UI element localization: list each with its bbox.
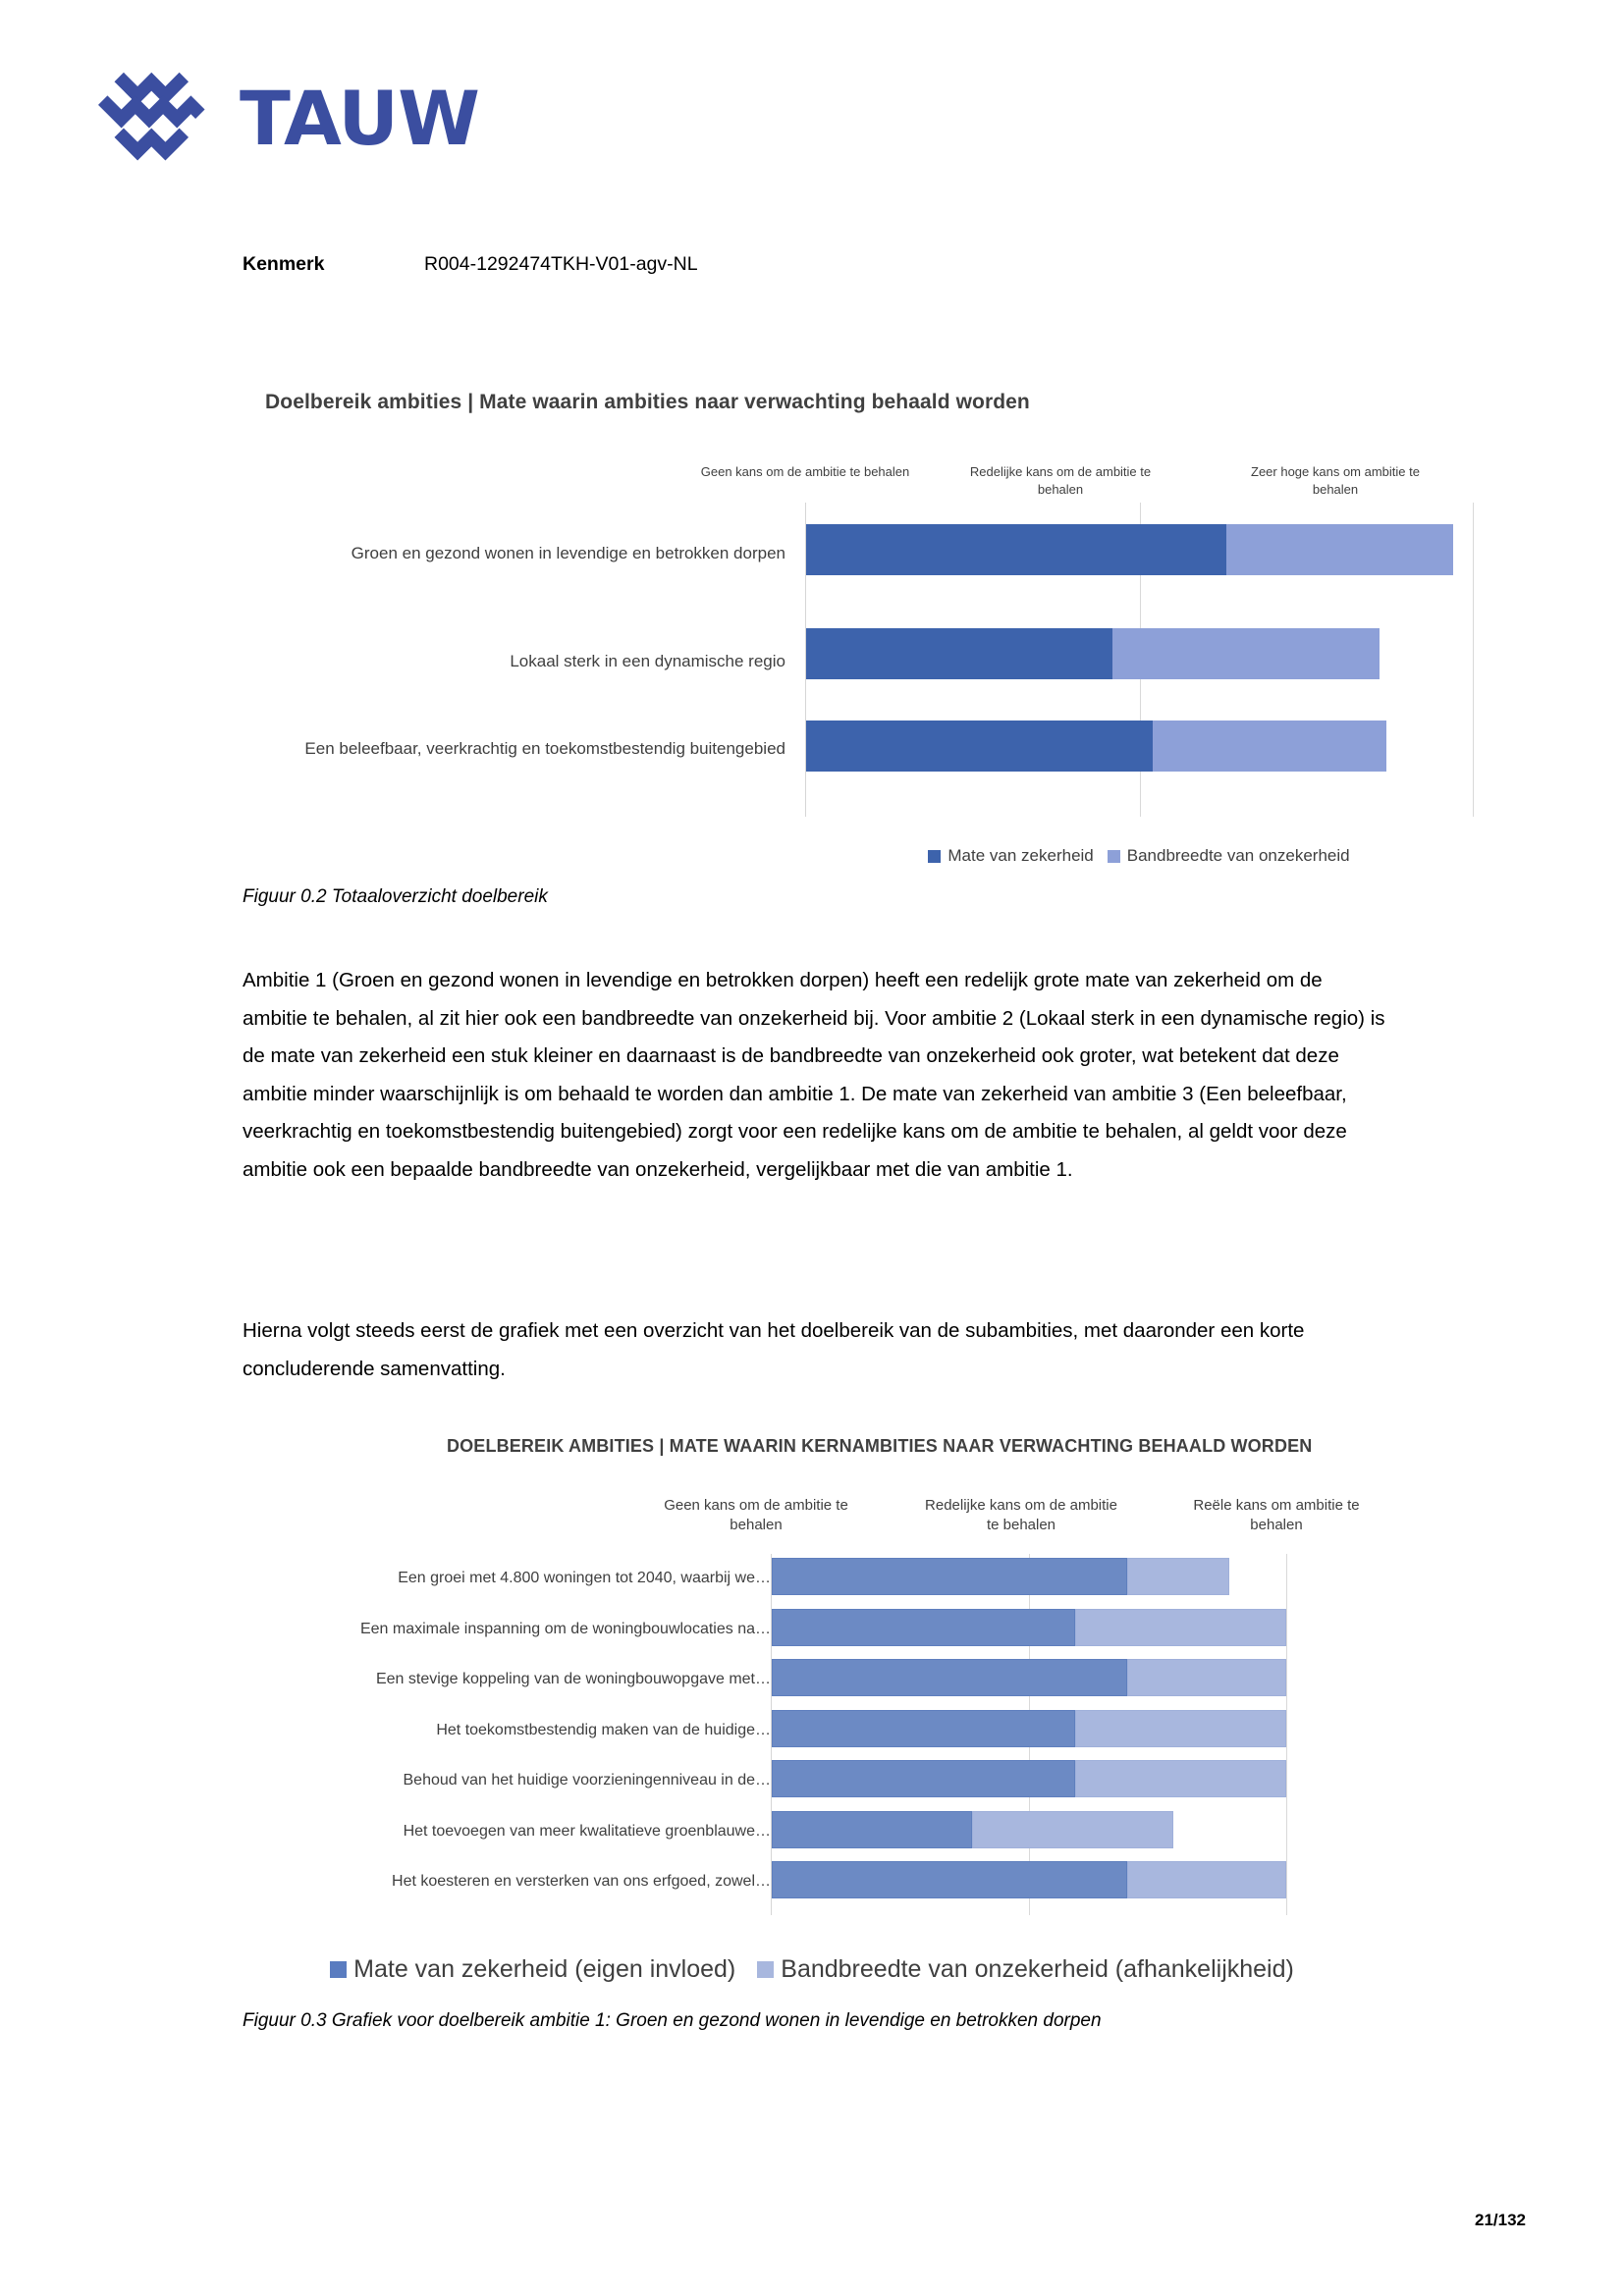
kenmerk-row — [243, 253, 698, 276]
bar-segment-zekerheid — [806, 524, 1226, 575]
chart-2-legend-item-1 — [757, 1955, 1294, 1984]
brand-wordmark: TAUW — [240, 75, 479, 162]
chart-2-axis-label-1: Redelijke kans om de ambitie te behalen — [925, 1497, 1117, 1534]
chart-2-category-label-1: Een maximale inspanning om de woningbouwlocaties na… — [359, 1621, 771, 1637]
chart-1-axis-label-1: Redelijke kans om de ambitie te behalen — [969, 464, 1152, 497]
kenmerk-label: Kenmerk — [243, 253, 325, 275]
bar-segment-zekerheid — [772, 1659, 1127, 1696]
chart-2-axis-label-0: Geen kans om de ambitie te behalen — [664, 1497, 848, 1534]
chart-2-category-label-5: Het toevoegen van meer kwalitatieve groenblauwe… — [403, 1823, 771, 1840]
chart-2-plot-area — [771, 1554, 1286, 1915]
chart-1-bar-row — [806, 524, 1473, 575]
chart-1-bar-row — [806, 628, 1473, 679]
legend-swatch-icon — [1108, 850, 1120, 863]
chart-2-title: DOELBEREIK AMBITIES | MATE WAARIN KERNAMBITIES NAAR VERWACHTING BEHAALD WORDEN — [447, 1436, 1313, 1456]
bar-segment-bandbreedte — [1226, 524, 1453, 575]
body-paragraph-2: Hierna volgt steeds eerst de grafiek met een overzicht van het doelbereik van de subambities, met daaronder een korte concluderende samenvatting. — [243, 1319, 1305, 1380]
legend-swatch-icon — [330, 1961, 347, 1978]
page-number: 21/132 — [1475, 2211, 1526, 2229]
bar-segment-zekerheid — [772, 1609, 1075, 1646]
chart-2-category-label-2: Een stevige koppeling van de woningbouwopgave met… — [375, 1671, 771, 1687]
bar-segment-zekerheid — [772, 1760, 1075, 1797]
figure-2-caption: Figuur 0.3 Grafiek voor doelbereik ambitie 1: Groen en gezond wonen in levendige en betrokken dorpen — [243, 2010, 1102, 2031]
bar-segment-bandbreedte — [1127, 1861, 1286, 1898]
chart-1-axis-label-0: Geen kans om de ambitie te behalen — [700, 464, 910, 479]
chart-1-legend-item-1 — [1108, 846, 1350, 866]
chart-2-legend-label-0: Mate van zekerheid (eigen invloed) — [353, 1955, 736, 1983]
chart-1-category-label-1: Lokaal sterk in een dynamische regio — [510, 652, 785, 670]
chart-2-bar-row — [772, 1659, 1286, 1696]
figure-1-caption: Figuur 0.2 Totaaloverzicht doelbereik — [243, 886, 548, 907]
bar-segment-bandbreedte — [1075, 1710, 1286, 1747]
chart-2-category-label-4: Behoud van het huidige voorzieningenniveau in de… — [403, 1772, 771, 1789]
bar-segment-bandbreedte — [1075, 1609, 1286, 1646]
chart-1-title: Doelbereik ambities | Mate waarin ambities naar verwachting behaald worden — [265, 391, 1030, 413]
chart-2-legend-label-1: Bandbreedte van onzekerheid (afhankelijkheid) — [781, 1955, 1294, 1983]
bar-segment-bandbreedte — [972, 1811, 1172, 1848]
chart-1-category-label-2: Een beleefbaar, veerkrachtig en toekomstbestendig buitengebied — [304, 739, 785, 758]
chart-2-category-label-3: Het toekomstbestendig maken van de huidige… — [436, 1722, 771, 1738]
chart-2-category-label-6: Het koesteren en versterken van ons erfgoed, zowel… — [392, 1873, 771, 1890]
chart-1-category-label-0: Groen en gezond wonen in levendige en betrokken dorpen — [351, 544, 785, 562]
chart-1-legend — [805, 846, 1473, 866]
chart-2-bar-row — [772, 1811, 1286, 1848]
bar-segment-zekerheid — [806, 721, 1153, 772]
tauw-chevron-logo-icon — [98, 61, 214, 177]
chart-2-bar-row — [772, 1558, 1286, 1595]
bar-segment-bandbreedte — [1112, 628, 1380, 679]
chart-2-bar-row — [772, 1710, 1286, 1747]
chart-1-axis-label-2: Zeer hoge kans om ambitie te behalen — [1251, 464, 1420, 497]
chart-2-gridline-end — [1286, 1554, 1287, 1915]
chart-2-category-label-0: Een groei met 4.800 woningen tot 2040, waarbij we… — [398, 1570, 771, 1586]
chart-1-legend-item-0 — [928, 846, 1093, 866]
bar-segment-bandbreedte — [1127, 1659, 1286, 1696]
chart-2-bar-row — [772, 1760, 1286, 1797]
bar-segment-zekerheid — [772, 1558, 1127, 1595]
legend-swatch-icon — [757, 1961, 774, 1978]
bar-segment-zekerheid — [772, 1811, 972, 1848]
kenmerk-value: R004-1292474TKH-V01-agv-NL — [424, 253, 698, 275]
bar-segment-zekerheid — [772, 1710, 1075, 1747]
bar-segment-bandbreedte — [1153, 721, 1386, 772]
bar-segment-zekerheid — [806, 628, 1112, 679]
bar-segment-bandbreedte — [1127, 1558, 1230, 1595]
bar-segment-zekerheid — [772, 1861, 1127, 1898]
chart-2-axis-label-2: Reële kans om ambitie te behalen — [1193, 1497, 1360, 1534]
chart-2-bar-row — [772, 1609, 1286, 1646]
chart-1-bar-row — [806, 721, 1473, 772]
chart-1-legend-label-0: Mate van zekerheid — [947, 846, 1094, 865]
chart-1-plot-area — [805, 503, 1473, 817]
bar-segment-bandbreedte — [1075, 1760, 1286, 1797]
legend-swatch-icon — [928, 850, 941, 863]
body-paragraph-1: Ambitie 1 (Groen en gezond wonen in levendige en betrokken dorpen) heeft een redelijk grote mate van zekerheid om de ambitie te behalen, al zit hier ook een bandbreedte van onzekerheid bij. Voor ambitie 2 (Lokaal sterk in een dynamische regio) is de mate van zekerheid een stuk kleiner en daarnaast is de bandbreedte van onzekerheid ook groter, wat betekent dat deze ambitie minder waarschijnlijk is om behaald te worden dan ambitie 1. De mate van zekerheid van ambitie 3 (Een beleefbaar, veerkrachtig en toekomstbestendig buitengebied) zorgt voor een redelijke kans om de ambitie te behalen, al geldt voor deze ambitie ook een bepaalde bandbreedte van onzekerheid, vergelijkbaar met die van ambitie 1. — [243, 969, 1385, 1181]
chart-2-bar-row — [772, 1861, 1286, 1898]
chart-2-legend-item-0 — [330, 1955, 735, 1984]
chart-1-gridline-end — [1473, 503, 1474, 817]
brand-logo — [98, 61, 479, 177]
chart-1-legend-label-1: Bandbreedte van onzekerheid — [1126, 846, 1350, 865]
chart-2-legend — [243, 1955, 1381, 1984]
